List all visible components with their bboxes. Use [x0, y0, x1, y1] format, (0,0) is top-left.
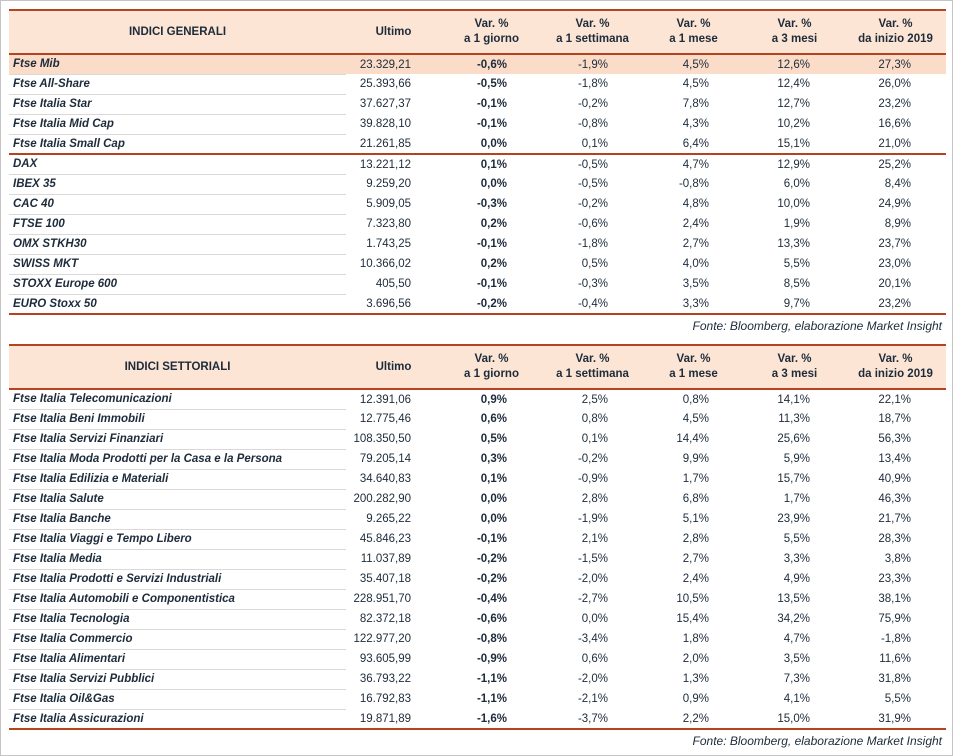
value-var-1-giorno: -0,3% [476, 198, 507, 210]
column-label: Ultimo [375, 25, 412, 38]
index-name: Ftse Italia Alimentari [9, 649, 346, 669]
table-row [9, 254, 946, 274]
source-note: Fonte: Bloomberg, elaborazione Market Insight [692, 734, 942, 748]
column-label: Ultimo [375, 360, 412, 373]
index-name: Ftse Italia Small Cap [9, 134, 346, 154]
value-var-1-settimana: 0,1% [581, 433, 608, 445]
value-var-1-mese: 4,3% [682, 118, 709, 130]
value-var-ytd-2019: 18,7% [878, 413, 911, 425]
value-var-1-settimana: -2,0% [577, 673, 608, 685]
index-name: Ftse Italia Prodotti e Servizi Industriali [9, 569, 346, 589]
value-var-ytd-2019: 56,3% [878, 433, 911, 445]
indici-settoriali-table [9, 344, 946, 730]
value-var-3-mesi: 4,7% [783, 633, 810, 645]
table-row [9, 649, 946, 669]
table-row [9, 294, 946, 314]
value-var-1-mese: -0,8% [678, 178, 709, 190]
value-var-1-mese: 1,7% [682, 473, 709, 485]
column-sublabel: da inizio 2019 [858, 368, 933, 380]
value-var-ytd-2019: 46,3% [878, 493, 911, 505]
value-var-1-giorno: -0,2% [476, 553, 507, 565]
value-var-ytd-2019: 25,2% [878, 158, 911, 171]
value-var-1-mese: 4,5% [682, 413, 709, 425]
column-sublabel: a 1 mese [669, 33, 718, 45]
value-var-1-settimana: -0,2% [577, 198, 608, 210]
value-var-1-settimana: -0,6% [577, 218, 608, 230]
column-sublabel: a 1 settimana [556, 368, 629, 380]
column-sublabel: a 3 mesi [771, 368, 818, 380]
value-var-1-giorno: 0,0% [480, 513, 507, 525]
value-ultimo: 200.282,90 [353, 493, 411, 505]
column-label: Var. % [878, 353, 913, 365]
value-var-1-giorno: 0,5% [480, 433, 507, 445]
value-ultimo: 93.605,99 [359, 653, 411, 665]
value-var-3-mesi: 5,5% [783, 533, 810, 545]
header-row [9, 10, 946, 54]
table-row [9, 174, 946, 194]
table-row [9, 509, 946, 529]
value-var-1-giorno: 0,2% [480, 218, 507, 230]
table-row [9, 609, 946, 629]
value-var-3-mesi: 23,9% [777, 513, 810, 525]
value-var-3-mesi: 6,0% [783, 178, 810, 190]
value-ultimo: 7.323,80 [366, 218, 411, 230]
column-label: Var. % [777, 18, 812, 30]
value-var-1-settimana: -0,8% [577, 118, 608, 130]
table-row [9, 569, 946, 589]
value-var-1-mese: 2,0% [682, 653, 709, 665]
column-sublabel: a 1 giorno [464, 368, 519, 380]
indici-generali-table [9, 9, 946, 315]
value-var-1-settimana: 0,5% [581, 258, 608, 270]
index-name: Ftse Italia Servizi Finanziari [9, 429, 346, 449]
column-header-var-ytd-2019 [845, 10, 946, 54]
column-header-var-ytd-2019 [845, 345, 946, 389]
value-var-ytd-2019: 8,9% [884, 218, 911, 230]
value-ultimo: 36.793,22 [359, 673, 411, 685]
index-name: FTSE 100 [9, 214, 346, 234]
value-var-1-settimana: -1,5% [577, 553, 608, 565]
value-var-ytd-2019: 21,0% [845, 134, 946, 154]
value-var-1-settimana: -0,4% [542, 294, 643, 314]
value-ultimo: 37.627,37 [359, 98, 411, 110]
value-ultimo: 3.696,56 [346, 294, 441, 314]
value-ultimo: 23.329,21 [346, 54, 441, 74]
value-var-1-mese: 2,4% [682, 573, 709, 585]
value-var-3-mesi: 12,9% [777, 158, 810, 171]
table-row [9, 469, 946, 489]
column-label: Var. % [575, 18, 610, 30]
value-var-ytd-2019: 24,9% [878, 198, 911, 210]
value-var-1-settimana: -0,2% [577, 453, 608, 465]
value-ultimo: 35.407,18 [359, 573, 411, 585]
column-sublabel: da inizio 2019 [858, 33, 933, 45]
value-var-1-giorno: -0,9% [476, 653, 507, 665]
value-var-1-mese: 3,5% [682, 278, 709, 290]
table-row [9, 449, 946, 469]
value-ultimo: 122.977,20 [353, 633, 411, 645]
value-var-3-mesi: 8,5% [783, 278, 810, 290]
column-label: Var. % [474, 18, 509, 30]
value-ultimo: 12.775,46 [359, 413, 411, 425]
value-var-1-giorno: 0,1% [480, 473, 507, 485]
value-var-ytd-2019: 28,3% [878, 533, 911, 545]
value-var-1-mese: 5,1% [682, 513, 709, 525]
column-sublabel: a 1 mese [669, 368, 718, 380]
value-ultimo: 25.393,66 [359, 78, 411, 90]
value-var-ytd-2019: 38,1% [878, 593, 911, 605]
index-name: Ftse Italia Mid Cap [9, 114, 346, 134]
index-name: Ftse Italia Salute [9, 489, 346, 509]
value-ultimo: 79.205,14 [359, 453, 411, 465]
value-var-3-mesi: 12,6% [744, 54, 845, 74]
column-label: Var. % [676, 353, 711, 365]
value-var-1-mese: 2,7% [682, 553, 709, 565]
index-name: OMX STKH30 [9, 234, 346, 254]
value-var-1-mese: 7,8% [682, 98, 709, 110]
value-var-ytd-2019: 5,5% [884, 693, 911, 705]
value-var-3-mesi: 34,2% [777, 613, 810, 625]
table-row [9, 529, 946, 549]
value-var-ytd-2019: 23,0% [878, 258, 911, 270]
value-var-1-mese: 9,9% [682, 453, 709, 465]
value-var-1-mese: 4,0% [682, 258, 709, 270]
value-var-3-mesi: 7,3% [783, 673, 810, 685]
value-var-3-mesi: 3,3% [783, 553, 810, 565]
column-label: Var. % [878, 18, 913, 30]
value-var-1-settimana: -0,9% [577, 473, 608, 485]
index-name: Ftse Italia Oil&Gas [9, 689, 346, 709]
index-name: Ftse Italia Beni Immobili [9, 409, 346, 429]
value-var-3-mesi: 15,1% [744, 134, 845, 154]
value-var-1-settimana: -2,7% [577, 593, 608, 605]
value-var-3-mesi: 11,3% [778, 413, 810, 425]
table-row [9, 154, 946, 174]
table-row [9, 114, 946, 134]
value-var-1-giorno: -1,1% [476, 693, 507, 705]
value-var-1-settimana: -2,0% [577, 573, 608, 585]
column-header-var-1-mese [643, 10, 744, 54]
value-var-ytd-2019: 26,0% [878, 78, 911, 90]
value-var-3-mesi: 14,1% [777, 393, 810, 406]
table-row [9, 709, 946, 729]
table-row [9, 409, 946, 429]
value-var-3-mesi: 5,5% [783, 258, 810, 270]
value-ultimo: 228.951,70 [353, 593, 411, 605]
table-title: INDICI SETTORIALI [9, 345, 346, 389]
value-var-ytd-2019: 23,2% [845, 294, 946, 314]
value-var-1-mese: 4,8% [682, 198, 709, 210]
value-var-1-giorno: -0,1% [476, 278, 507, 290]
value-ultimo: 11.037,89 [360, 553, 411, 565]
column-header-var-1-settimana [542, 10, 643, 54]
value-var-1-settimana: -1,8% [577, 238, 608, 250]
value-ultimo: 13.221,12 [359, 158, 411, 171]
value-var-3-mesi: 1,7% [783, 493, 810, 505]
value-var-ytd-2019: 20,1% [878, 278, 911, 290]
value-var-3-mesi: 1,9% [783, 218, 810, 230]
index-name: Ftse Italia Assicurazioni [9, 709, 346, 729]
value-var-3-mesi: 10,0% [777, 198, 810, 210]
value-ultimo: 9.265,22 [366, 513, 411, 525]
value-var-1-mese: 1,8% [682, 633, 709, 645]
value-ultimo: 19.871,89 [346, 709, 441, 729]
column-header-ultimo [346, 10, 441, 54]
value-var-3-mesi: 13,5% [777, 593, 810, 605]
value-var-ytd-2019: 75,9% [878, 613, 911, 625]
value-var-1-mese: 14,4% [676, 433, 709, 445]
value-var-1-settimana: -1,9% [542, 54, 643, 74]
value-var-1-settimana: -0,5% [577, 178, 608, 190]
value-var-1-mese: 4,5% [682, 78, 709, 90]
index-name: STOXX Europe 600 [9, 274, 346, 294]
value-var-ytd-2019: 21,7% [878, 513, 911, 525]
value-var-1-giorno: -0,6% [476, 613, 507, 625]
value-var-ytd-2019: 11,6% [879, 653, 911, 665]
table-row [9, 214, 946, 234]
value-var-1-settimana: 0,1% [542, 134, 643, 154]
value-var-1-giorno: 0,0% [441, 134, 542, 154]
value-var-1-mese: 3,3% [643, 294, 744, 314]
value-ultimo: 39.828,10 [359, 118, 411, 130]
value-var-3-mesi: 4,9% [783, 573, 810, 585]
value-ultimo: 45.846,23 [359, 533, 411, 545]
value-var-3-mesi: 9,7% [744, 294, 845, 314]
value-var-ytd-2019: 23,7% [878, 238, 911, 250]
index-name: Ftse Italia Viaggi e Tempo Libero [9, 529, 346, 549]
value-var-ytd-2019: 3,8% [884, 553, 911, 565]
index-name: Ftse Mib [9, 54, 346, 74]
index-name: EURO Stoxx 50 [9, 294, 346, 314]
table-row [9, 429, 946, 449]
column-header-var-1-giorno [441, 345, 542, 389]
value-var-1-giorno: -0,4% [476, 593, 507, 605]
table-row [9, 489, 946, 509]
value-ultimo: 12.391,06 [359, 393, 411, 406]
table-row [9, 589, 946, 609]
value-var-1-giorno: 0,1% [480, 158, 507, 171]
column-label: Var. % [777, 353, 812, 365]
index-name: IBEX 35 [9, 174, 346, 194]
index-name: Ftse Italia Servizi Pubblici [9, 669, 346, 689]
value-var-1-giorno: 0,6% [480, 413, 507, 425]
value-var-1-mese: 0,9% [682, 693, 709, 705]
header-row [9, 345, 946, 389]
value-var-1-giorno: -0,1% [476, 533, 507, 545]
table-row [9, 669, 946, 689]
value-var-ytd-2019: 31,9% [845, 709, 946, 729]
value-var-ytd-2019: 22,1% [878, 393, 911, 406]
value-var-1-mese: 2,7% [682, 238, 709, 250]
value-var-1-settimana: -1,9% [577, 513, 608, 525]
value-var-3-mesi: 10,2% [777, 118, 810, 130]
value-var-1-mese: 6,8% [682, 493, 709, 505]
value-var-1-settimana: -0,5% [577, 158, 608, 171]
index-name: Ftse Italia Tecnologia [9, 609, 346, 629]
value-ultimo: 9.259,20 [366, 178, 411, 190]
value-var-3-mesi: 12,7% [777, 98, 810, 110]
value-var-1-settimana: 0,8% [581, 413, 608, 425]
table-row [9, 629, 946, 649]
value-var-ytd-2019: 8,4% [884, 178, 911, 190]
index-name: Ftse All-Share [9, 74, 346, 94]
table-row [9, 54, 946, 74]
value-var-1-giorno: 0,0% [480, 493, 507, 505]
value-var-3-mesi: 5,9% [783, 453, 810, 465]
value-var-ytd-2019: 13,4% [878, 453, 911, 465]
value-var-1-giorno: -0,1% [476, 238, 507, 250]
column-label: Var. % [575, 353, 610, 365]
column-sublabel: a 3 mesi [771, 33, 818, 45]
index-name: CAC 40 [9, 194, 346, 214]
index-name: Ftse Italia Automobili e Componentistica [9, 589, 346, 609]
value-var-1-giorno: -0,5% [476, 78, 507, 90]
index-name: Ftse Italia Star [9, 94, 346, 114]
value-var-1-mese: 6,4% [643, 134, 744, 154]
index-name: DAX [9, 154, 346, 174]
column-label: Var. % [474, 353, 509, 365]
value-ultimo: 5.909,05 [366, 198, 411, 210]
value-var-1-mese: 1,3% [682, 673, 709, 685]
value-var-1-mese: 15,4% [676, 613, 709, 625]
value-var-1-mese: 4,5% [643, 54, 744, 74]
value-var-ytd-2019: -1,8% [880, 633, 911, 645]
value-var-1-giorno: -1,6% [441, 709, 542, 729]
value-var-1-settimana: 0,6% [581, 653, 608, 665]
value-var-3-mesi: 25,6% [777, 433, 810, 445]
value-ultimo: 34.640,83 [359, 473, 411, 485]
value-var-3-mesi: 15,7% [777, 473, 810, 485]
source-note: Fonte: Bloomberg, elaborazione Market Insight [692, 319, 942, 333]
value-var-ytd-2019: 40,9% [878, 473, 911, 485]
value-var-1-settimana: 2,1% [581, 533, 608, 545]
value-var-1-settimana: -2,1% [577, 693, 608, 705]
table-row [9, 389, 946, 409]
value-var-3-mesi: 15,0% [744, 709, 845, 729]
value-var-1-giorno: 0,9% [480, 393, 507, 406]
index-name: SWISS MKT [9, 254, 346, 274]
value-var-1-settimana: 2,5% [581, 393, 608, 406]
column-header-var-3-mesi [744, 345, 845, 389]
value-var-ytd-2019: 27,3% [845, 54, 946, 74]
value-var-1-mese: 2,2% [643, 709, 744, 729]
value-var-1-mese: 4,7% [682, 158, 709, 171]
value-ultimo: 16.792,83 [359, 693, 411, 705]
value-var-1-settimana: -3,4% [577, 633, 608, 645]
index-name: Ftse Italia Media [9, 549, 346, 569]
column-sublabel: a 1 settimana [556, 33, 629, 45]
value-ultimo: 10.366,02 [359, 258, 411, 270]
table-row [9, 689, 946, 709]
value-var-3-mesi: 3,5% [783, 653, 810, 665]
value-var-3-mesi: 12,4% [777, 78, 810, 90]
value-var-ytd-2019: 16,6% [878, 118, 911, 130]
value-var-1-settimana: 0,0% [581, 613, 608, 625]
value-var-1-mese: 2,4% [682, 218, 709, 230]
table-row [9, 74, 946, 94]
value-ultimo: 21.261,85 [346, 134, 441, 154]
value-var-1-giorno: -0,2% [441, 294, 542, 314]
value-var-1-mese: 0,8% [682, 393, 709, 406]
value-var-1-settimana: -1,8% [577, 78, 608, 90]
value-var-ytd-2019: 23,3% [878, 573, 911, 585]
value-var-3-mesi: 4,1% [783, 693, 810, 705]
table-row [9, 94, 946, 114]
value-var-1-giorno: 0,2% [480, 258, 507, 270]
value-var-1-giorno: -0,1% [476, 98, 507, 110]
index-name: Ftse Italia Moda Prodotti per la Casa e la Persona [9, 449, 346, 469]
table-row [9, 234, 946, 254]
index-name: Ftse Italia Telecomunicazioni [9, 389, 346, 409]
value-var-1-settimana: -0,2% [577, 98, 608, 110]
table-title: INDICI GENERALI [9, 10, 346, 54]
index-name: Ftse Italia Edilizia e Materiali [9, 469, 346, 489]
value-ultimo: 405,50 [375, 278, 411, 290]
value-var-1-giorno: 0,0% [480, 178, 507, 190]
column-header-var-1-giorno [441, 10, 542, 54]
value-var-1-mese: 2,8% [682, 533, 709, 545]
column-sublabel: a 1 giorno [464, 33, 519, 45]
column-header-var-3-mesi [744, 10, 845, 54]
value-var-1-giorno: 0,3% [480, 453, 507, 465]
value-var-1-settimana: 2,8% [581, 493, 608, 505]
value-var-1-settimana: -3,7% [542, 709, 643, 729]
value-var-1-settimana: -0,3% [577, 278, 608, 290]
table-row [9, 134, 946, 154]
value-var-3-mesi: 13,3% [777, 238, 810, 250]
value-var-1-giorno: -0,8% [476, 633, 507, 645]
table-row [9, 194, 946, 214]
column-header-var-1-mese [643, 345, 744, 389]
value-var-ytd-2019: 31,8% [878, 673, 911, 685]
value-var-1-giorno: -0,1% [476, 118, 507, 130]
table-row [9, 274, 946, 294]
value-var-1-giorno: -1,1% [476, 673, 507, 685]
column-label: Var. % [676, 18, 711, 30]
value-ultimo: 108.350,50 [353, 433, 411, 445]
column-header-ultimo [346, 345, 441, 389]
value-var-1-giorno: -0,6% [441, 54, 542, 74]
value-ultimo: 1.743,25 [366, 238, 411, 250]
table-row [9, 549, 946, 569]
column-header-var-1-settimana [542, 345, 643, 389]
index-name: Ftse Italia Commercio [9, 629, 346, 649]
value-var-ytd-2019: 23,2% [878, 98, 911, 110]
index-name: Ftse Italia Banche [9, 509, 346, 529]
value-ultimo: 82.372,18 [359, 613, 411, 625]
value-var-1-mese: 10,5% [676, 593, 709, 605]
value-var-1-giorno: -0,2% [476, 573, 507, 585]
